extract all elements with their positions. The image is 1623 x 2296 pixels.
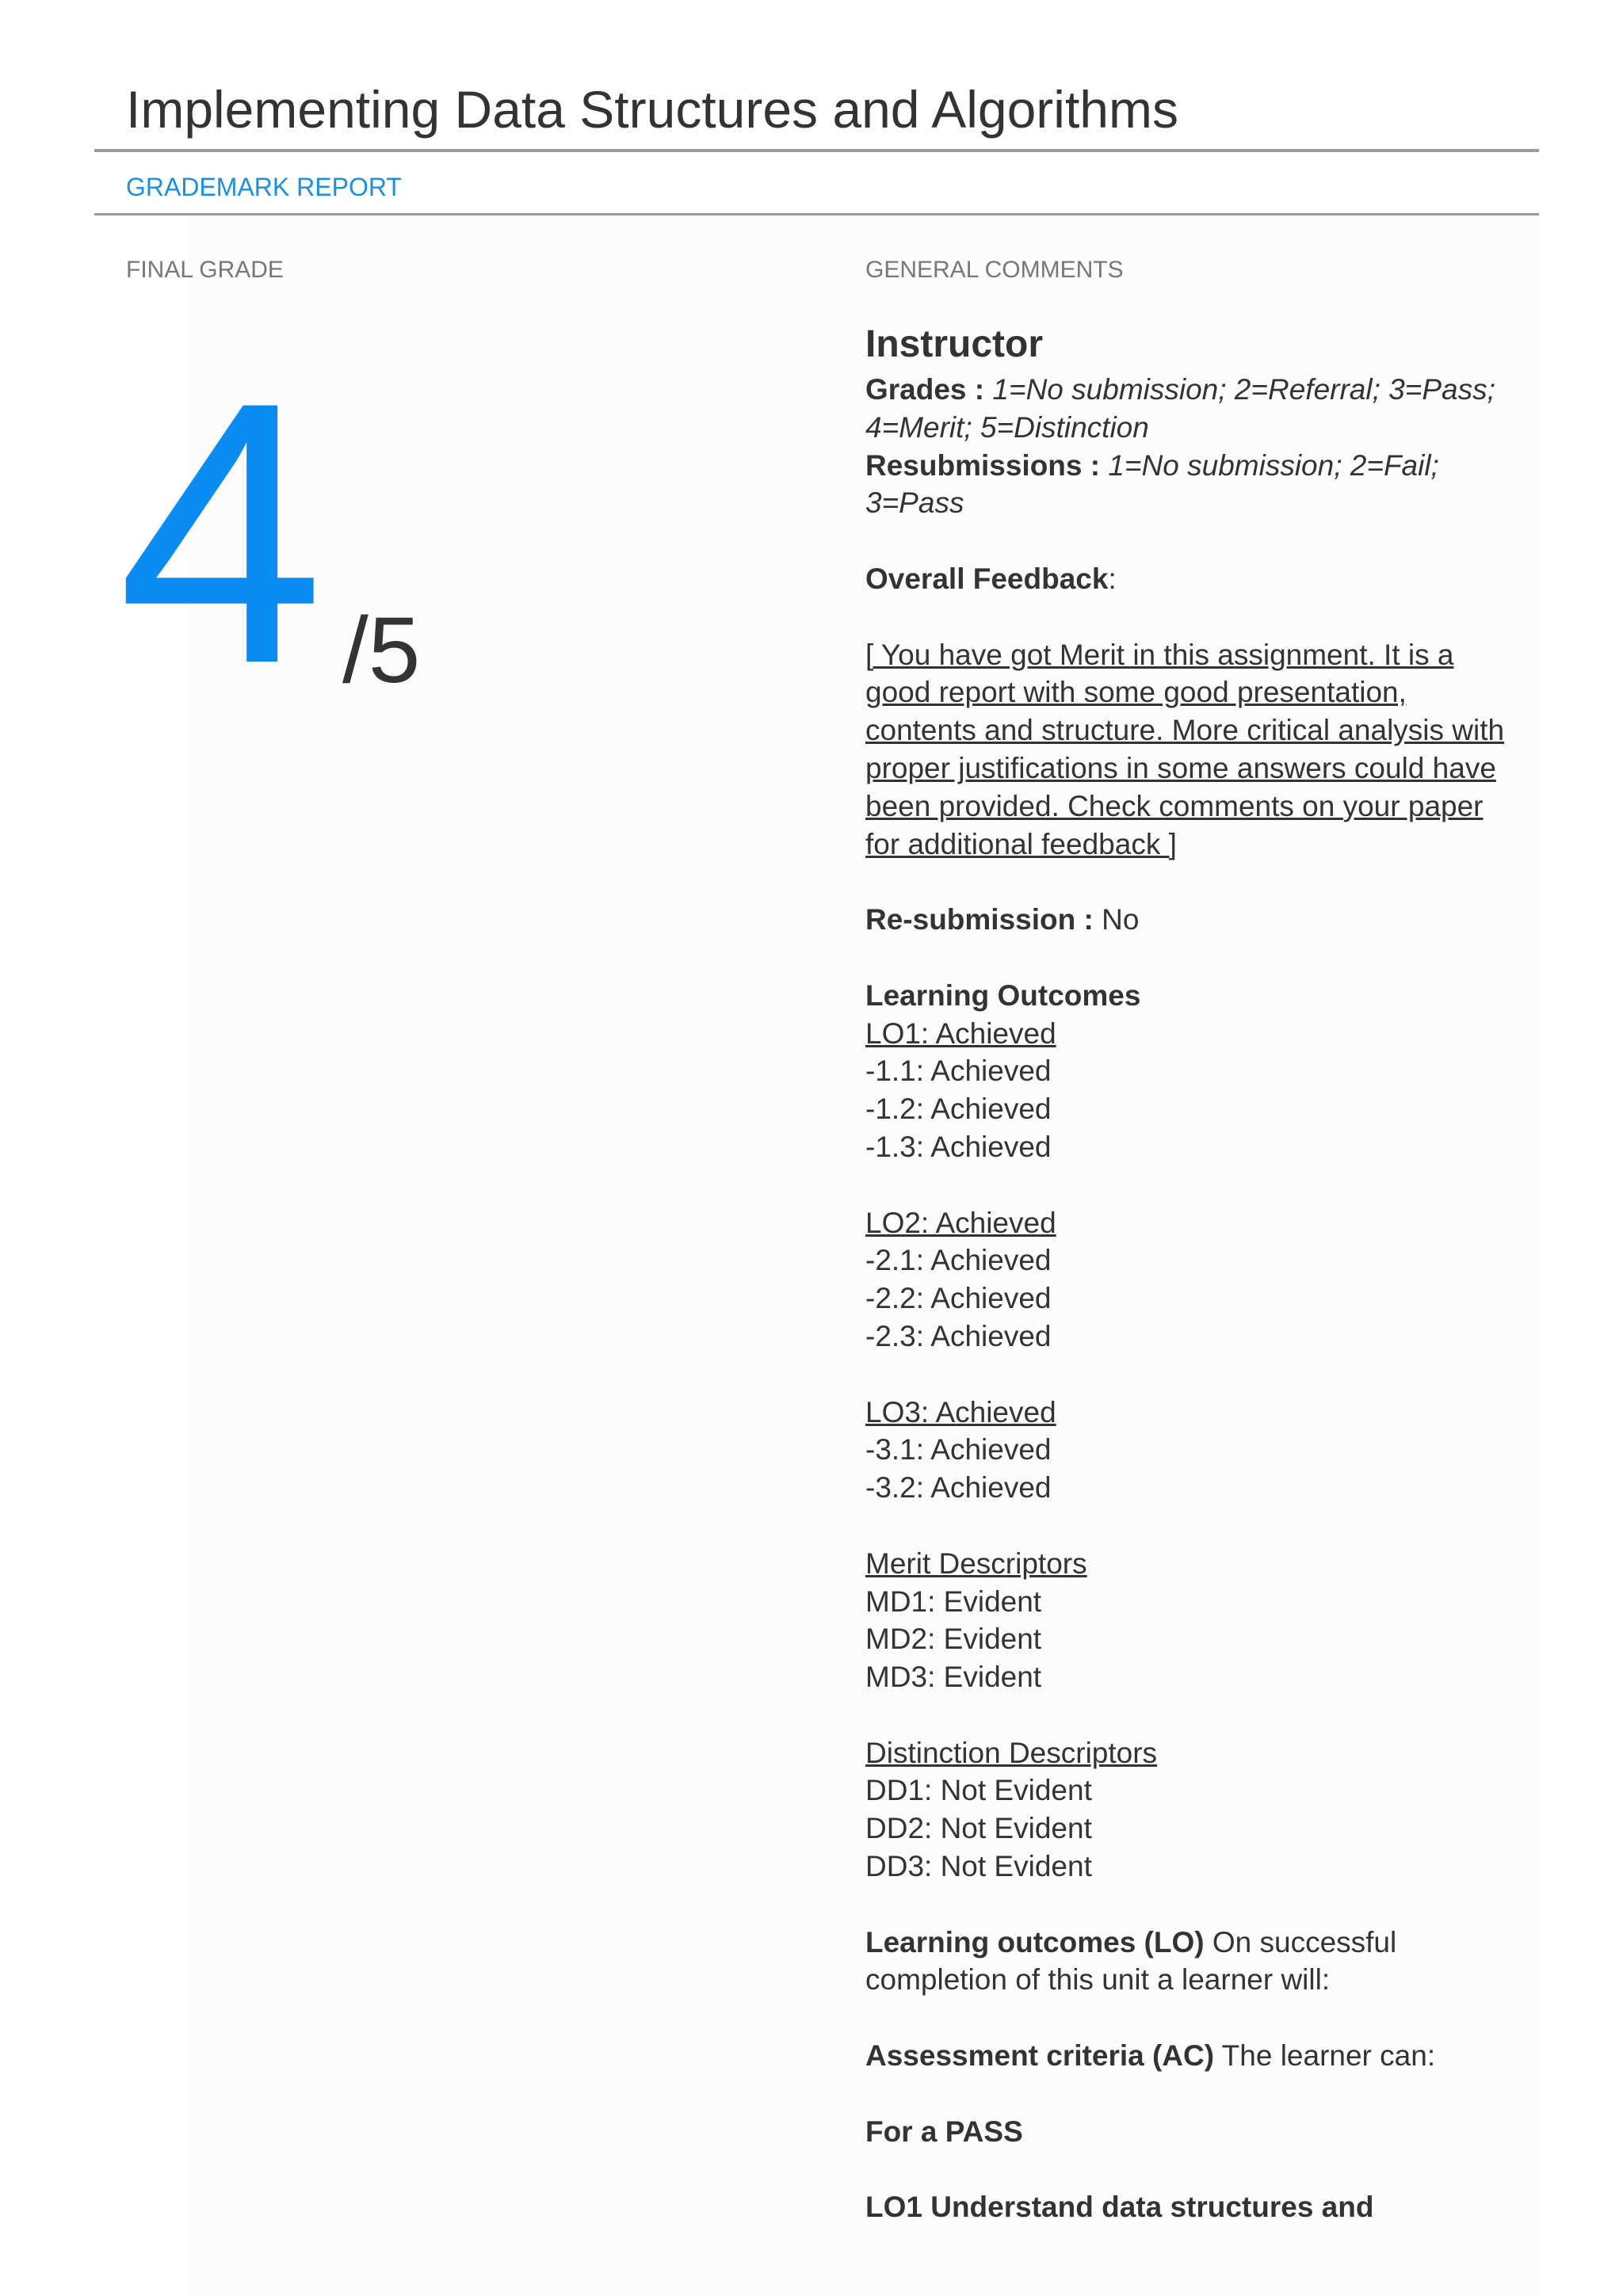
feedback-line: been provided. Check comments on your paper (865, 789, 1484, 822)
assessment-criteria-label: Assessment criteria (AC) (865, 2039, 1215, 2073)
overall-feedback-colon: : (1108, 562, 1117, 595)
resubmissions-scale-text: 1=No submission; 2=Fail; (1108, 448, 1439, 482)
resubmission-label: Re-submission : (865, 903, 1094, 936)
feedback-line: proper justifications in some answers could have (865, 751, 1496, 784)
distinction-descriptors-heading: Distinction Descriptors (865, 1736, 1158, 1769)
distinction-descriptor: DD1: Not Evident (865, 1774, 1092, 1807)
report-type-label: GRADEMARK REPORT (126, 173, 402, 201)
lo-criterion: -3.2: Achieved (865, 1471, 1052, 1505)
overall-feedback-heading (865, 560, 1547, 598)
distinction-descriptor: DD2: Not Evident (865, 1812, 1092, 1845)
resubmission-status (865, 901, 1547, 939)
assessment-criteria-text: The learner can: (1214, 2039, 1436, 2073)
lo2-heading: LO2: Achieved (865, 1206, 1056, 1239)
lo-criterion: -2.2: Achieved (865, 1282, 1052, 1315)
lo1-understand-heading: LO1 Understand data structures and (865, 2191, 1374, 2224)
merit-descriptors-heading: Merit Descriptors (865, 1547, 1087, 1580)
lo-criterion: -3.1: Achieved (865, 1433, 1052, 1466)
lo3-heading: LO3: Achieved (865, 1395, 1056, 1428)
final-grade-score: 4 (117, 325, 325, 741)
grades-label: Grades : (865, 373, 985, 406)
grades-scale-text: 1=No submission; 2=Referral; 3=Pass; (992, 373, 1495, 406)
resubmissions-scale (865, 447, 1547, 485)
learning-outcomes-definition (865, 1924, 1547, 1962)
title-divider (94, 149, 1539, 152)
comment-author: Instructor (865, 323, 1044, 365)
learning-outcomes-definition-label: Learning outcomes (LO) (865, 1925, 1205, 1958)
feedback-line: contents and structure. More critical analysis with (865, 714, 1505, 747)
grades-scale-text-cont: 4=Merit; 5=Distinction (865, 410, 1149, 444)
pass-heading: For a PASS (865, 2115, 1023, 2148)
resubmissions-label: Resubmissions : (865, 448, 1101, 482)
merit-descriptor: MD3: Evident (865, 1661, 1042, 1694)
final-grade-label: FINAL GRADE (126, 257, 284, 283)
lo-criterion: -1.1: Achieved (865, 1055, 1052, 1088)
page-title: Implementing Data Structures and Algorithms (126, 80, 1178, 139)
merit-descriptor: MD2: Evident (865, 1623, 1042, 1656)
final-grade-max: /5 (342, 598, 421, 703)
general-comments (865, 318, 1547, 2226)
lo-criterion: -2.1: Achieved (865, 1244, 1052, 1277)
feedback-line: for additional feedback ] (865, 827, 1177, 860)
resubmission-value: No (1102, 903, 1140, 936)
learning-outcomes-definition-cont: completion of this unit a learner will: (865, 1963, 1331, 1997)
learning-outcomes-heading: Learning Outcomes (865, 978, 1141, 1012)
lo-criterion: -1.3: Achieved (865, 1130, 1052, 1163)
distinction-descriptor: DD3: Not Evident (865, 1850, 1092, 1883)
resubmissions-scale-text-cont: 3=Pass (865, 486, 964, 520)
lo1-heading: LO1: Achieved (865, 1016, 1056, 1050)
feedback-line: [ You have got Merit in this assignment. It is a (865, 638, 1454, 671)
merit-descriptor: MD1: Evident (865, 1585, 1042, 1618)
grades-scale (865, 371, 1547, 409)
overall-feedback-label: Overall Feedback (865, 562, 1109, 595)
lo-criterion: -1.2: Achieved (865, 1093, 1052, 1126)
lo-criterion: -2.3: Achieved (865, 1319, 1052, 1352)
feedback-line: good report with some good presentation, (865, 676, 1407, 709)
assessment-criteria-definition (865, 2037, 1547, 2075)
learning-outcomes-definition-text: On successful (1204, 1925, 1397, 1958)
general-comments-label: GENERAL COMMENTS (865, 257, 1124, 283)
